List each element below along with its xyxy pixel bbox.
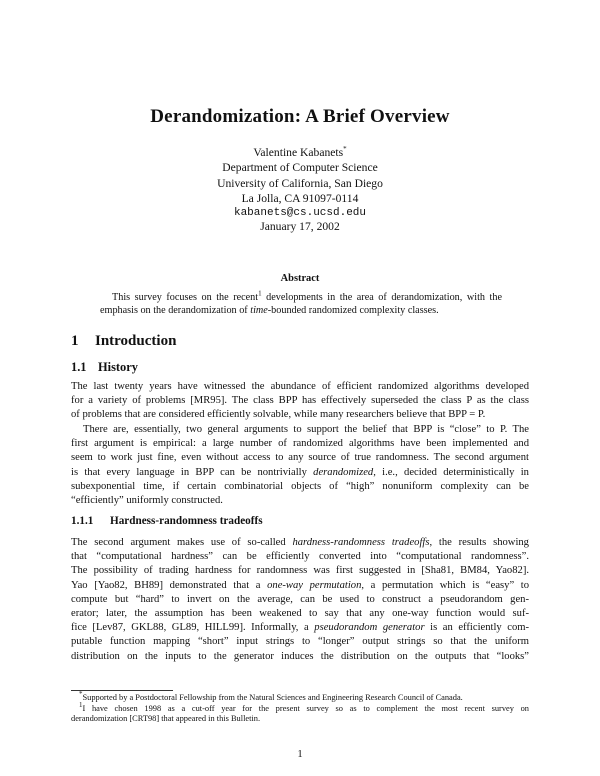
paragraph-line <box>71 621 529 635</box>
paragraph-line <box>71 579 529 593</box>
footnote-text: Supported by a Postdoctoral Fellowship from the Natural Sciences and Engineering Research Council of Canada. <box>82 693 463 702</box>
paragraph-text: Yao [Yao82, BH89] demonstrated that a <box>71 579 268 591</box>
paragraph-text: The second argument makes use of so-called <box>71 537 293 548</box>
subsubsection-title: Hardness-randomness tradeoffs <box>110 515 263 527</box>
paragraph-emphasis: pseudorandom generator <box>314 622 425 634</box>
subsection-number: 1.1 <box>71 360 87 374</box>
abstract-text: This survey focuses on the recent <box>112 292 259 303</box>
paragraph-line: seem to work just fine, even without access to any source of true randomness. The second argument <box>71 452 529 464</box>
abstract-body <box>100 291 502 317</box>
author-email[interactable]: kabanets@cs.ucsd.edu <box>233 207 367 220</box>
author-footnote-mark: * <box>343 145 347 154</box>
paragraph-2 <box>71 423 529 508</box>
author-address: La Jolla, CA 91097-0114 <box>241 191 359 205</box>
paragraph-line: The possibility of trading hardness for randomness was first suggested in [Sha81, BM84, Yao82]. <box>71 565 529 577</box>
footnote-mark: * <box>79 690 83 699</box>
paragraph-text: is an efficiently com- <box>424 622 530 634</box>
author-name: Valentine Kabanets <box>253 146 344 159</box>
paragraph-line: that “computational hardness” can be efficiently converted into “computational randomness”. <box>71 551 529 563</box>
paragraph-line: subexponential time, if certain combinatorial objects of “high” nonuniform complexity can be <box>71 480 529 492</box>
abstract-heading: Abstract <box>280 273 320 284</box>
abstract-text: developments in the area of derandomization, with the <box>261 292 502 303</box>
paragraph-line: There are, essentially, two general arguments to support the belief that BPP is “close” to P. The <box>83 424 529 435</box>
abstract-emphasis: time <box>250 305 268 317</box>
paper-date: January 17, 2002 <box>260 220 340 233</box>
footnote-text: I have chosen 1998 as a cut-off year for the present survey so as to complement the most recent survey on <box>82 704 529 713</box>
paragraph-text: , the results showing <box>429 537 529 548</box>
paragraph-line: first argument is empirical: a large number of randomized algorithms have been implemented and <box>71 438 529 450</box>
subsection-heading <box>71 360 138 375</box>
author-name-line <box>0 145 600 160</box>
paragraph-line: distribution on the inputs to the generator induces the distribution on the outputs that “looks” <box>71 650 529 662</box>
paragraph-line <box>71 466 529 480</box>
abstract-line-1 <box>100 291 502 304</box>
paragraph-text: is that every language in BPP can be nontrivially <box>71 466 314 478</box>
paragraph-line: erator; later, the assumption has been weakened to say that any one-way function would suf- <box>71 607 529 619</box>
subsection-title: History <box>98 360 138 374</box>
author-university: University of California, San Diego <box>217 176 383 190</box>
subsubsection-number: 1.1.1 <box>71 515 94 527</box>
section-heading <box>71 333 176 350</box>
paragraph-line: The last twenty years have witnessed the abundance of efficient randomized algorithms developed <box>71 381 529 392</box>
footnote-line: derandomization [CRT98] that appeared in this Bulletin. <box>71 714 261 724</box>
page-number: 1 <box>297 749 303 760</box>
paragraph-line <box>71 536 529 550</box>
paragraph-line: “efficiently” uniformly constructed. <box>71 494 223 506</box>
paragraph-text: fice [Lev87, GKL88, GL89, HILL99]. Informally, a <box>71 622 315 634</box>
subsubsection-heading <box>71 515 263 527</box>
paragraph-line: of problems that are considered efficiently solvable, while many researchers believe that BPP = P. <box>71 409 486 421</box>
footnote-line <box>71 701 529 714</box>
paragraph-emphasis: hardness-randomness tradeoffs <box>292 537 430 548</box>
paragraph-emphasis: derandomized <box>313 466 374 478</box>
paragraph-1 <box>71 380 529 423</box>
footnote-mark: 1 <box>79 701 83 710</box>
abstract-line-2 <box>100 304 502 317</box>
abstract-text: -bounded randomized complexity classes. <box>267 305 439 317</box>
abstract-text: emphasis on the derandomization of <box>100 305 251 317</box>
footnote-1 <box>71 690 529 703</box>
paragraph-text: , a permutation which is “easy” to <box>361 579 529 591</box>
paper-title: Derandomization: A Brief Overview <box>150 106 450 127</box>
paragraph-line: putable function mapping “short” input strings to “longer” output strings so that the uniform <box>71 636 529 648</box>
paragraph-3 <box>71 536 529 664</box>
section-number: 1 <box>71 333 79 349</box>
footnote-2 <box>71 701 529 725</box>
paragraph-emphasis: one-way permutation <box>267 579 362 591</box>
paragraph-line: compute but “hard” to invert on the average, can be used to construct a pseudorandom gen- <box>71 593 529 605</box>
footnote-ref-1[interactable]: 1 <box>258 289 262 298</box>
paragraph-text: , i.e., decided deterministically in <box>373 466 529 478</box>
paragraph-line: for a variety of problems [MR95]. The class BPP has effectively superseded the class P as the class <box>71 395 529 407</box>
footnote-line <box>71 690 529 703</box>
author-block <box>0 145 600 221</box>
author-department: Department of Computer Science <box>222 161 378 175</box>
footnote-rule <box>71 690 173 691</box>
section-title: Introduction <box>95 333 177 349</box>
